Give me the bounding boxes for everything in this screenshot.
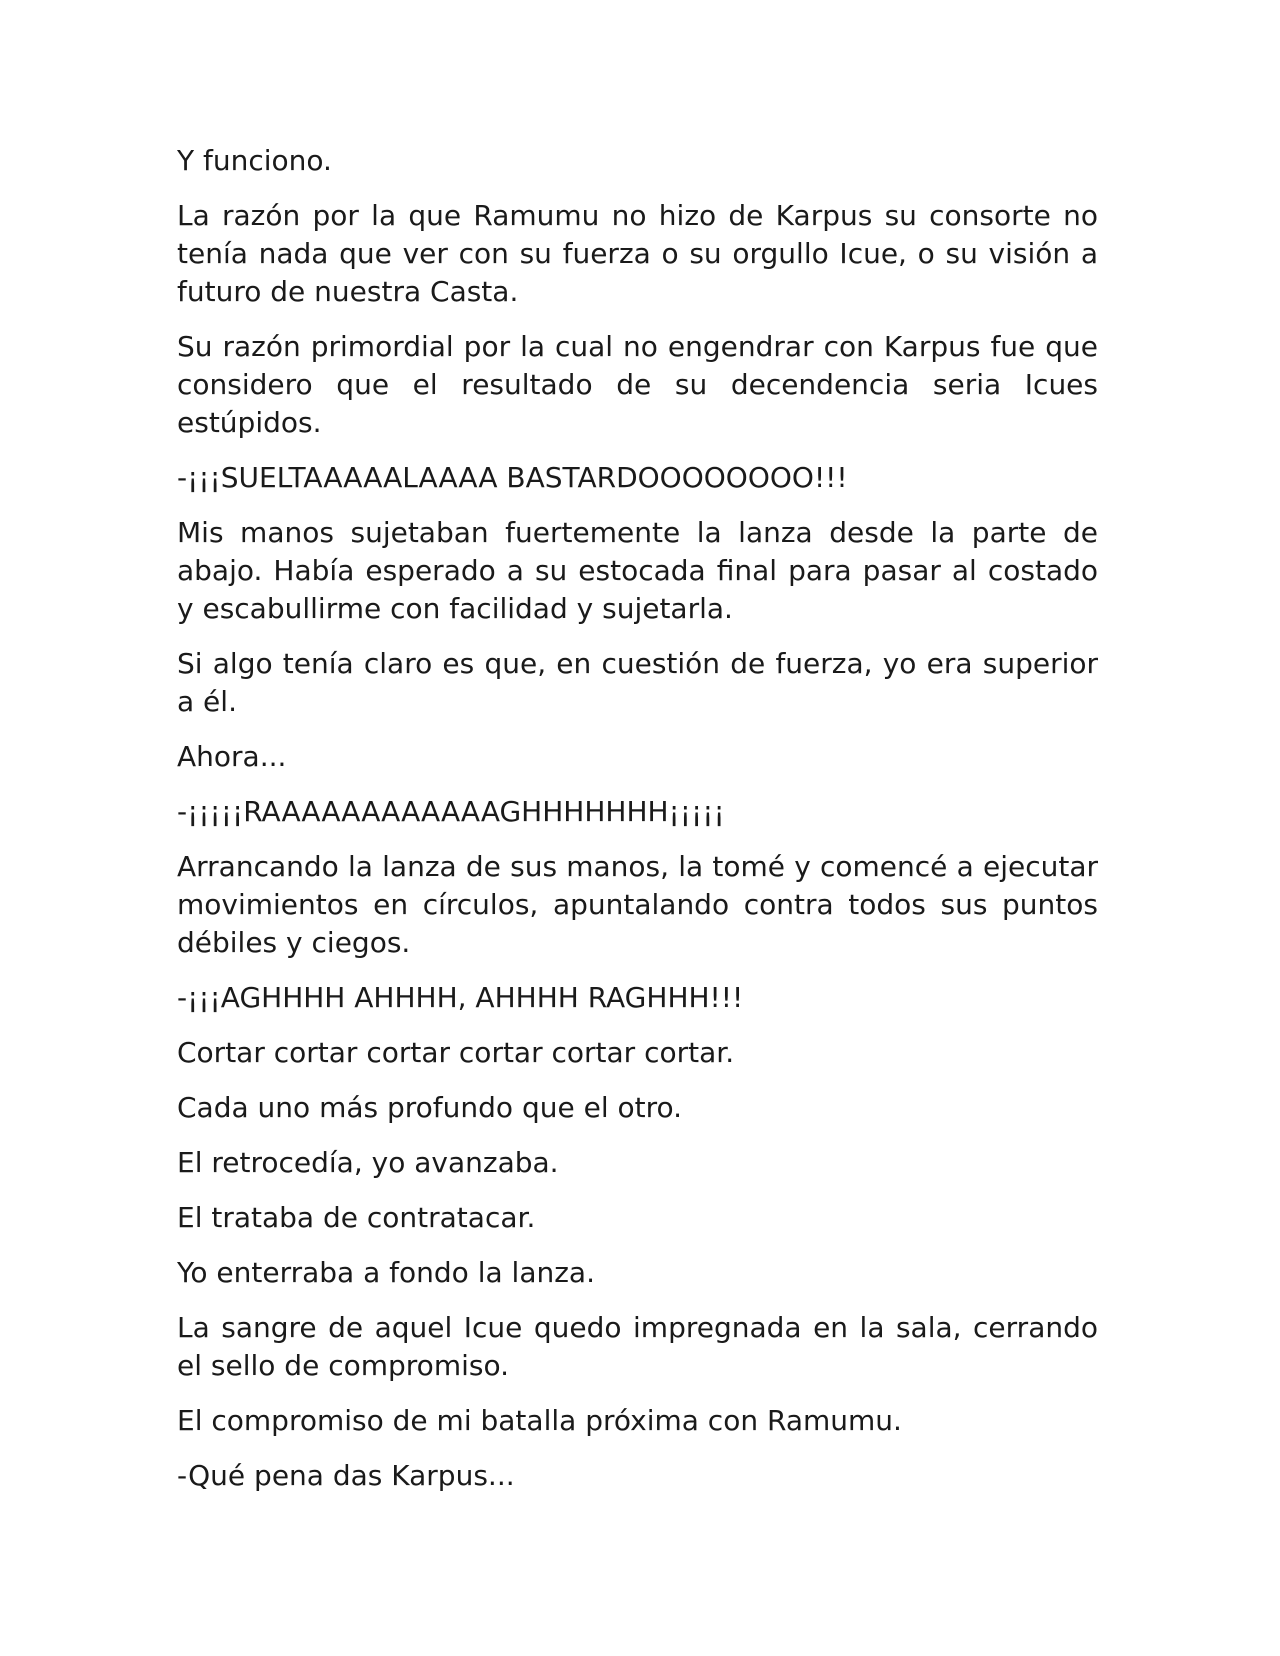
paragraph: Su razón primordial por la cual no engendrar con Karpus fue que considero que el resultado de su decendencia seria Icues estúpidos.: [177, 330, 1098, 439]
paragraph: Ahora...: [177, 740, 287, 773]
paragraph: Arrancando la lanza de sus manos, la tomé y comencé a ejecutar movimientos en círculos, apuntalando contra todos sus puntos débiles y ciegos.: [177, 850, 1098, 959]
paragraph: -¡¡¡AGHHHH AHHHH, AHHHH RAGHHH!!!: [177, 981, 744, 1014]
paragraph: El retrocedía, yo avanzaba.: [177, 1146, 559, 1179]
paragraph: Si algo tenía claro es que, en cuestión de fuerza, yo era superior a él.: [177, 647, 1098, 718]
paragraph: Yo enterraba a fondo la lanza.: [177, 1256, 595, 1289]
paragraph: -¡¡¡SUELTAAAAALAAAA BASTARDOOOOOOOO!!!: [177, 461, 848, 494]
paragraph: La razón por la que Ramumu no hizo de Karpus su consorte no tenía nada que ver con su fuerza o su orgullo Icue, o su visión a futuro de nuestra Casta.: [177, 199, 1098, 308]
paragraph: El trataba de contratacar.: [177, 1201, 536, 1234]
paragraph: Y funciono.: [177, 144, 332, 177]
paragraph: El compromiso de mi batalla próxima con Ramumu.: [177, 1404, 902, 1437]
body-text: [177, 142, 1098, 1512]
paragraph: -Qué pena das Karpus...: [177, 1459, 515, 1492]
paragraph: Cortar cortar cortar cortar cortar cortar.: [177, 1036, 735, 1069]
paragraph: La sangre de aquel Icue quedo impregnada en la sala, cerrando el sello de compromiso.: [177, 1311, 1098, 1382]
paragraph: Mis manos sujetaban fuertemente la lanza desde la parte de abajo. Había esperado a su estocada final para pasar al costado y escabullirme con facilidad y sujetarla.: [177, 516, 1098, 625]
paragraph: -¡¡¡¡¡RAAAAAAAAAAAAGHHHHHHH¡¡¡¡¡: [177, 795, 725, 828]
paragraph: Cada uno más profundo que el otro.: [177, 1091, 683, 1124]
